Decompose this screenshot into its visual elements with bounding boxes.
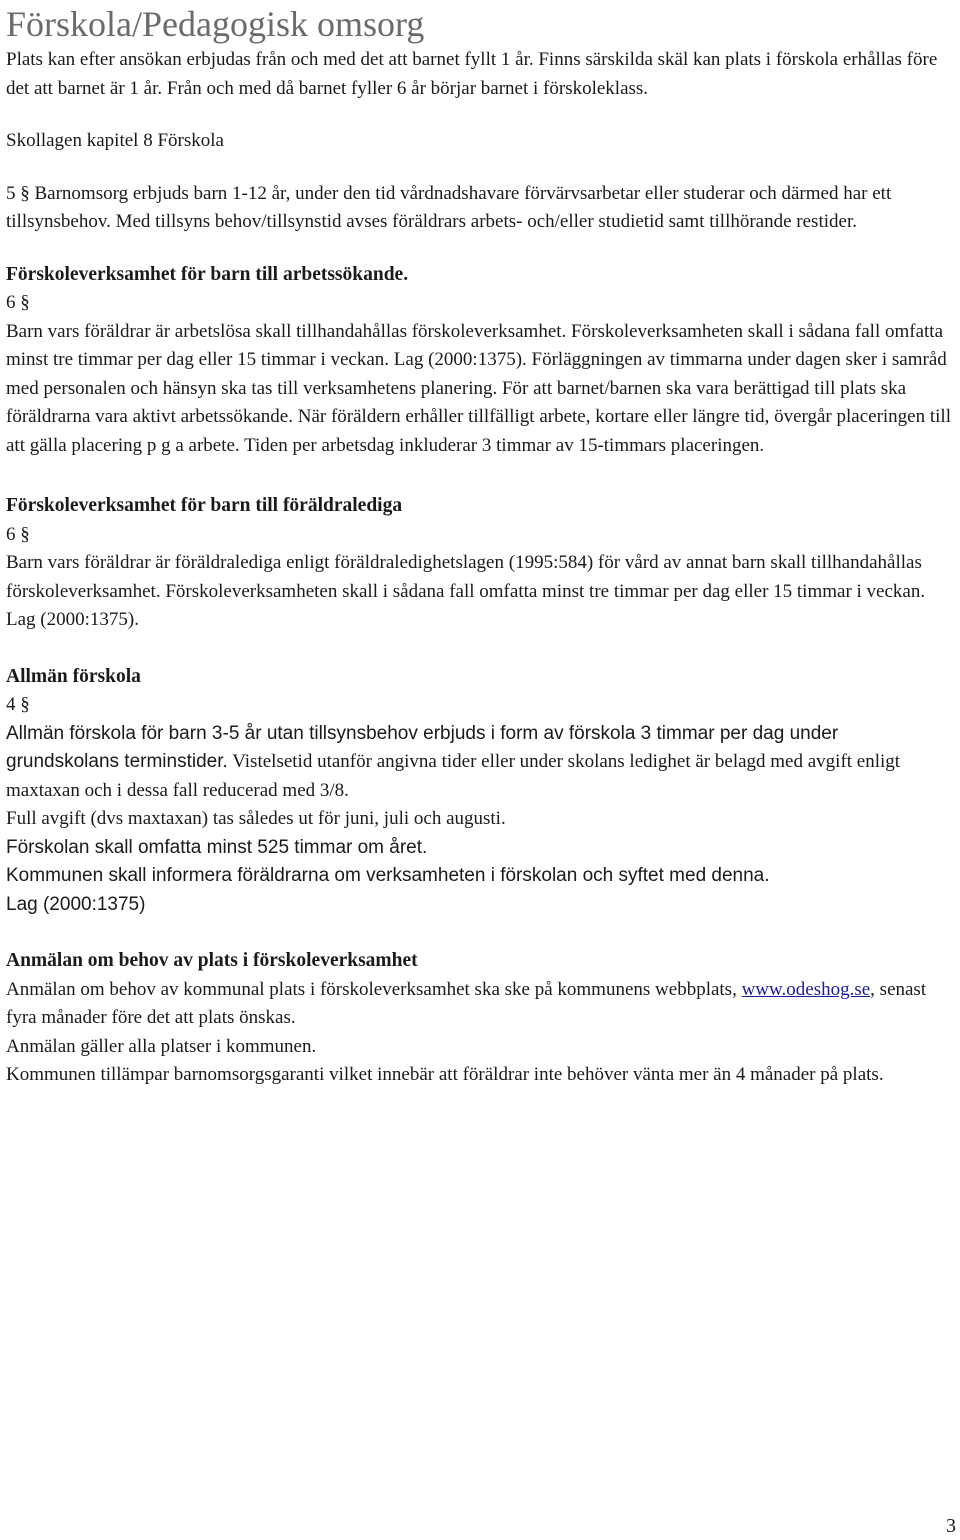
heading-general-preschool: Allmän förskola	[6, 665, 141, 687]
paragraph-symbol: §	[20, 694, 30, 715]
heading-parental-leave: Förskoleverksamhet för barn till föräldralediga	[6, 495, 403, 516]
section-number: 6	[6, 292, 16, 313]
paragraph-symbol: §	[20, 523, 30, 545]
section-number-line	[6, 289, 954, 318]
application-text-rest: , senast fyra månader före det att plats önskas.	[6, 978, 927, 1028]
general-text-d: Förskolan skall omfatta minst 525 timmar om året.	[6, 836, 428, 858]
heading-job-seekers: Förskoleverksamhet för barn till arbetssökande.	[6, 263, 409, 285]
general-text-a: Allmän förskola för barn 3-5 år utan tillsynsbehov erbjuds i form av förskola 3 timmar per dag under grundskolans terminstider.	[6, 722, 839, 772]
application-text: Anmälan om behov av kommunal plats i förskoleverksamhet ska ske på kommunens webbplats,	[6, 978, 737, 1000]
general-text-c: Full avgift (dvs maxtaxan) tas således ut för juni, juli och augusti.	[6, 808, 506, 829]
paragraph-symbol: §	[20, 292, 30, 313]
section-number: 4	[6, 694, 16, 715]
general-text-e: Kommunen skall informera föräldrarna om verksamheten i förskolan och syftet med denna.	[6, 865, 770, 886]
section-number: 6	[6, 523, 16, 545]
application-line-3: Kommunen tillämpar barnomsorgsgaranti vilket innebär att föräldrar inte behöver vänta mer än 4 månader på plats.	[6, 1064, 884, 1085]
section-number: 5	[6, 182, 16, 204]
section-text: Barnomsorg erbjuds barn 1-12 år, under den tid vårdnadshavare förvärvsarbetar eller studerar och därmed har ett tillsynsbehov. Med tillsyns behov/tillsynstid avses föräldrars arbets- och/eller studietid samt tillhörande restider.	[6, 182, 892, 232]
section-number-line	[6, 691, 954, 720]
law-reference: Skollagen kapitel 8 Förskola	[6, 130, 224, 151]
intro-paragraph: Plats kan efter ansökan erbjudas från och med det att barnet fyllt 1 år. Finns särskilda skäl kan plats i förskola erhållas före det att barnet är 1 år. Från och med då barnet fyller 6 år börjar barnet i förskoleklass.	[6, 49, 938, 99]
paragraph-symbol: §	[20, 182, 30, 204]
document-page	[6, 0, 954, 1090]
application-line-1	[6, 976, 954, 1033]
page-number: 3	[946, 1515, 956, 1537]
general-text-f: Lag (2000:1375)	[6, 893, 146, 915]
heading-application: Anmälan om behov av plats i förskoleverksamhet	[6, 950, 418, 971]
section-number-line	[6, 521, 954, 550]
section-5-paragraph	[6, 180, 954, 237]
job-seekers-paragraph: Barn vars föräldrar är arbetslösa skall tillhandahållas förskoleverksamhet. Förskoleverksamheten skall i sådana fall omfatta minst tre timmar per dag eller 15 timmar i veckan. Lag (2000:1375). Förläggningen av timmarna under dagen sker i samråd med personalen och hänsyn ska tas till verksamhetens planering. För att barnet/barnen ska vara berättigad till plats ska föräldrarna vara aktivt arbetssökande. När föräldern erhåller tillfälligt arbete, kortare eller längre tid, övergår placeringen till att gälla placering p g a arbete. Tiden per arbetsdag inkluderar 3 timmar av 15-timmars placeringen.	[6, 320, 951, 456]
parental-leave-paragraph: Barn vars föräldrar är föräldralediga enligt föräldraledighetslagen (1995:584) för vård av annat barn skall tillhandahållas förskoleverksamhet. Förskoleverksamheten skall i sådana fall omfatta minst tre timmar per dag eller 15 timmar i veckan. Lag (2000:1375).	[6, 552, 926, 630]
website-link[interactable]: www.odeshog.se	[741, 978, 871, 1000]
general-preschool-paragraph	[6, 720, 954, 806]
page-title: Förskola/Pedagogisk omsorg	[6, 4, 425, 44]
general-text-b: Vistelsetid utanför angivna tider eller under skolans ledighet är belagd med avgift enligt maxtaxan och i dessa fall reducerad med 3/8.	[6, 751, 901, 801]
application-line-2: Anmälan gäller alla platser i kommunen.	[6, 1035, 317, 1057]
